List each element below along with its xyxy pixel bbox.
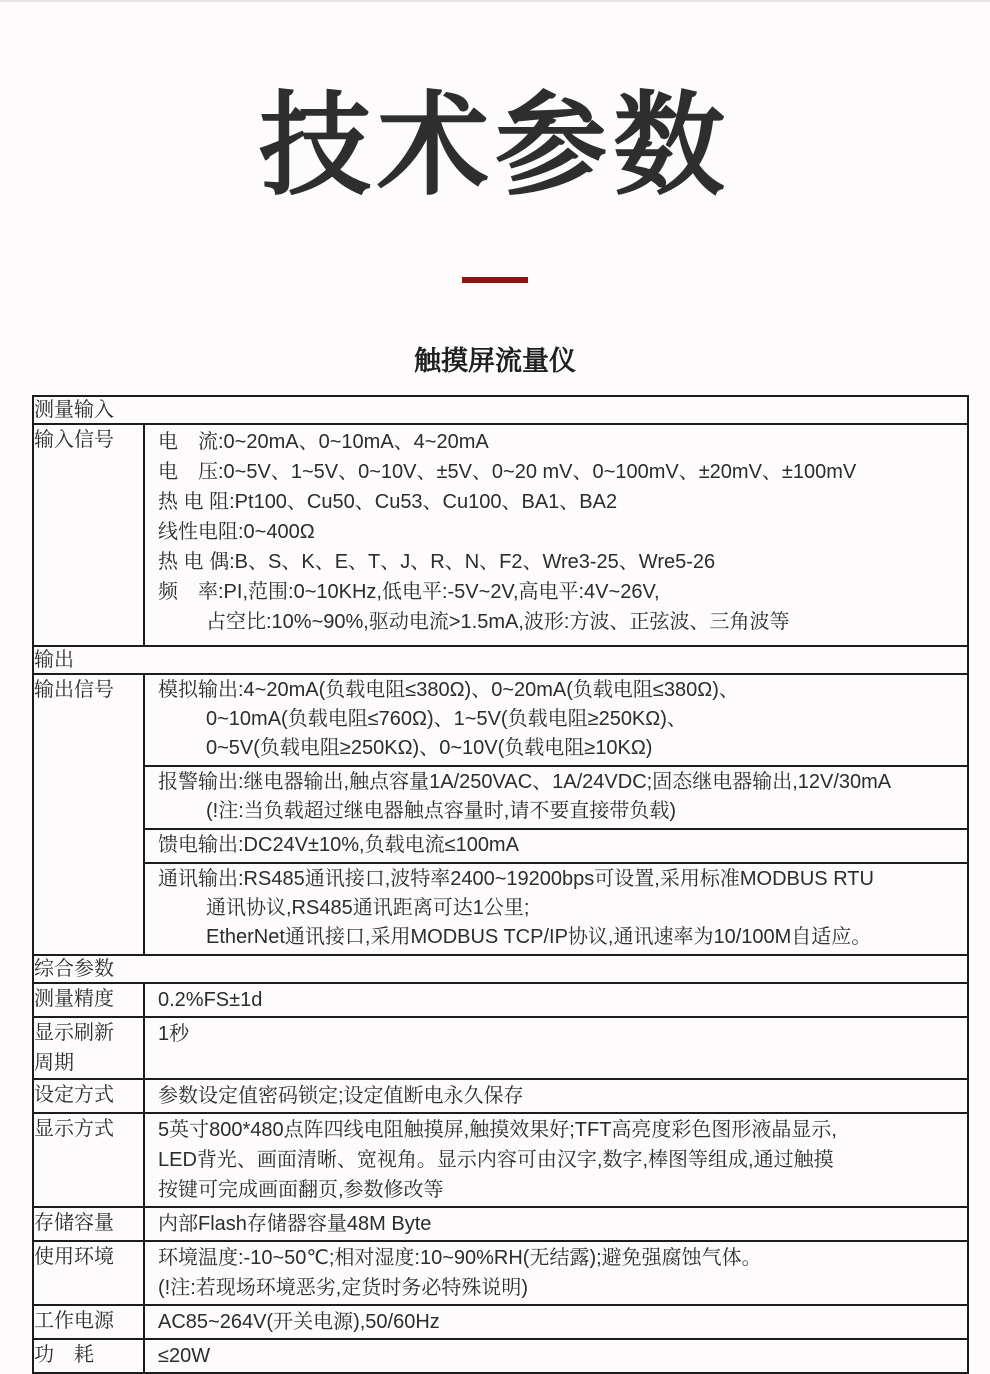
table-row-refresh-period bbox=[33, 1017, 968, 1079]
row-label: 测量精度 bbox=[33, 983, 144, 1017]
spec-line: 1秒 bbox=[158, 1023, 190, 1045]
section-label: 输出 bbox=[33, 646, 968, 674]
table-row-environment bbox=[33, 1241, 968, 1305]
table-row-setting-method bbox=[33, 1079, 968, 1113]
spec-line: 线性电阻:0~400Ω bbox=[158, 521, 315, 543]
spec-line: 通讯协议,RS485通讯距离可达1公里; bbox=[206, 897, 530, 919]
table-row-power-supply bbox=[33, 1305, 968, 1339]
accent-divider bbox=[462, 277, 528, 283]
spec-line: 0.2%FS±1d bbox=[158, 989, 263, 1011]
row-label: 设定方式 bbox=[33, 1079, 144, 1113]
spec-line: 报警输出:继电器输出,触点容量1A/250VAC、1A/24VDC;固态继电器输出,12V/30mA bbox=[158, 771, 892, 793]
spec-line: 热 电 阻:Pt100、Cu50、Cu53、Cu100、BA1、BA2 bbox=[158, 491, 618, 513]
spec-line: EtherNet通讯接口,采用MODBUS TCP/IP协议,通讯速率为10/100M自适应。 bbox=[206, 926, 872, 948]
section-label: 综合参数 bbox=[33, 955, 968, 983]
table-row-storage bbox=[33, 1207, 968, 1241]
spec-line: 频 率:PI,范围:0~10KHz,低电平:-5V~2V,高电平:4V~26V, bbox=[158, 581, 660, 603]
row-label: 存储容量 bbox=[33, 1207, 144, 1241]
section-label: 测量输入 bbox=[33, 396, 968, 424]
spec-line: 通讯输出:RS485通讯接口,波特率2400~19200bps可设置,采用标准MODBUS RTU bbox=[158, 868, 874, 890]
comm-output-subrow bbox=[145, 862, 967, 954]
spec-line: 参数设定值密码锁定;设定值断电永久保存 bbox=[158, 1085, 524, 1107]
section-row-general-params bbox=[33, 955, 968, 983]
alarm-output-subrow bbox=[145, 765, 967, 828]
row-value bbox=[144, 674, 968, 955]
row-value bbox=[144, 1241, 968, 1305]
row-label-line: 周期 bbox=[34, 1052, 74, 1074]
spec-line: 0~5V(负载电阻≥250KΩ)、0~10V(负载电阻≥10KΩ) bbox=[206, 737, 653, 759]
spec-line: 模拟输出:4~20mA(负载电阻≤380Ω)、0~20mA(负载电阻≤380Ω)、 bbox=[158, 679, 739, 701]
table-row-power-consumption bbox=[33, 1339, 968, 1373]
row-label: 输出信号 bbox=[33, 674, 144, 955]
page-title: 技术参数 bbox=[259, 83, 731, 208]
spec-line: 占空比:10%~90%,驱动电流>1.5mA,波形:方波、正弦波、三角波等 bbox=[206, 611, 790, 633]
row-label: 输入信号 bbox=[33, 424, 144, 646]
spec-line: (!注:当负载超过继电器触点容量时,请不要直接带负载) bbox=[206, 800, 676, 822]
row-value bbox=[144, 424, 968, 646]
spec-line: 馈电输出:DC24V±10%,负载电流≤100mA bbox=[158, 834, 519, 856]
row-value bbox=[144, 1113, 968, 1207]
row-value bbox=[144, 1079, 968, 1113]
spec-line: 环境温度:-10~50℃;相对湿度:10~90%RH(无结露);避免强腐蚀气体。 bbox=[158, 1247, 762, 1269]
row-value bbox=[144, 1017, 968, 1079]
row-value bbox=[144, 1207, 968, 1241]
row-label bbox=[33, 1017, 144, 1079]
row-label-line: 显示刷新 bbox=[34, 1022, 114, 1044]
spec-line: 5英寸800*480点阵四线电阻触摸屏,触摸效果好;TFT高亮度彩色图形液晶显示, bbox=[158, 1119, 837, 1141]
spec-line: 0~10mA(负载电阻≤760Ω)、1~5V(负载电阻≥250KΩ)、 bbox=[206, 708, 687, 730]
row-label: 使用环境 bbox=[33, 1241, 144, 1305]
spec-line: ≤20W bbox=[158, 1345, 211, 1367]
spec-line: 热 电 偶:B、S、K、E、T、J、R、N、F2、Wre3-25、Wre5-26 bbox=[158, 551, 716, 573]
spec-line: LED背光、画面清晰、宽视角。显示内容可由汉字,数字,棒图等组成,通过触摸 bbox=[158, 1149, 834, 1171]
spec-line: 电 压:0~5V、1~5V、0~10V、±5V、0~20 mV、0~100mV、±20mV、±100mV bbox=[158, 461, 857, 483]
spec-line: 内部Flash存储器容量48M Byte bbox=[158, 1213, 432, 1235]
spec-table bbox=[32, 395, 969, 1374]
row-label: 显示方式 bbox=[33, 1113, 144, 1207]
table-row-output-signal bbox=[33, 674, 968, 955]
product-subtitle: 触摸屏流量仪 bbox=[414, 346, 576, 376]
row-label: 工作电源 bbox=[33, 1305, 144, 1339]
row-value bbox=[144, 1305, 968, 1339]
page-top-rule bbox=[0, 0, 990, 2]
table-row-input-signal bbox=[33, 424, 968, 646]
spec-line: (!注:若现场环境恶劣,定货时务必特殊说明) bbox=[158, 1277, 528, 1299]
row-value bbox=[144, 983, 968, 1017]
feed-output-subrow bbox=[145, 828, 967, 862]
row-label: 功 耗 bbox=[33, 1339, 144, 1373]
spec-line: AC85~264V(开关电源),50/60Hz bbox=[158, 1311, 440, 1333]
section-row-output bbox=[33, 646, 968, 674]
table-row-accuracy bbox=[33, 983, 968, 1017]
spec-line: 按键可完成画面翻页,参数修改等 bbox=[158, 1179, 444, 1201]
row-value bbox=[144, 1339, 968, 1373]
spec-line: 电 流:0~20mA、0~10mA、4~20mA bbox=[158, 431, 489, 453]
table-row-display-method bbox=[33, 1113, 968, 1207]
analog-output-subrow bbox=[145, 675, 967, 765]
section-row-measure-input bbox=[33, 396, 968, 424]
